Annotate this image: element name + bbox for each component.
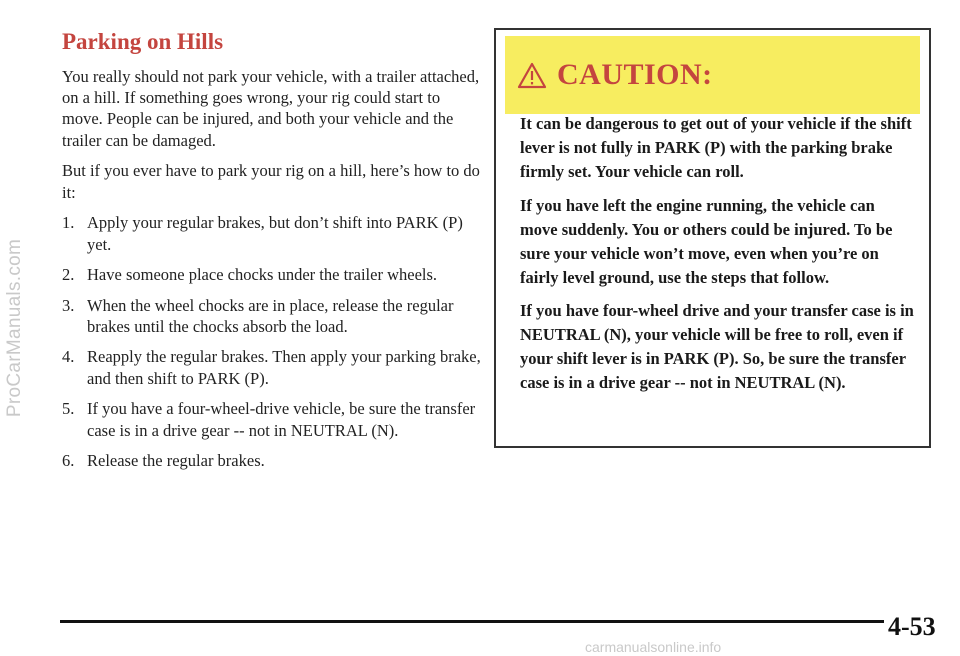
intro-paragraph: You really should not park your vehicle, with a trailer attached, on a hill. If something goes wrong, your rig could start to move. People can be injured, and both your vehicle and the trailer can be damaged. xyxy=(62,66,480,150)
bottom-watermark: carmanualsonline.info xyxy=(585,639,722,655)
caution-body xyxy=(520,112,916,405)
list-item xyxy=(62,346,482,389)
list-item xyxy=(62,295,482,338)
step-text: When the wheel chocks are in place, release the regular brakes until the chocks absorb the load. xyxy=(87,295,454,336)
caution-paragraph: If you have four-wheel drive and your transfer case is in NEUTRAL (N), your vehicle will be free to roll, even if your shift lever is in PARK (P). So, be sure the transfer case is in a drive gear -- not in NEUTRAL (N). xyxy=(520,301,914,393)
step-text: Apply your regular brakes, but don’t shift into PARK (P) yet. xyxy=(87,213,463,254)
caution-paragraph: It can be dangerous to get out of your vehicle if the shift lever is not fully in PARK (P) with the parking brake firmly set. Your vehicle can roll. xyxy=(520,114,912,181)
step-number: 3. xyxy=(62,295,75,315)
side-watermark xyxy=(2,0,28,656)
instructions-lead: But if you ever have to park your rig on a hill, here’s how to do it: xyxy=(62,161,480,202)
step-number: 6. xyxy=(62,451,75,471)
step-text: If you have a four-wheel-drive vehicle, be sure the transfer case is in a drive gear -- not in NEUTRAL (N). xyxy=(87,399,476,440)
list-item xyxy=(62,450,482,471)
caution-box xyxy=(494,28,931,448)
parking-on-hills-section xyxy=(62,28,482,481)
step-number: 1. xyxy=(62,213,75,233)
step-number: 2. xyxy=(62,265,75,285)
page-number: 4-53 xyxy=(884,612,936,642)
section-heading: Parking on Hills xyxy=(62,29,224,54)
list-item xyxy=(62,398,482,441)
step-text: Release the regular brakes. xyxy=(87,451,265,471)
footer-rule xyxy=(60,620,932,623)
caution-paragraph: If you have left the engine running, the vehicle can move suddenly. You or others could be injured. To be sure your vehicle won’t move, even when you’re on fairly level ground, use the steps that follow. xyxy=(520,195,893,287)
list-item xyxy=(62,212,482,255)
list-item xyxy=(62,264,482,285)
step-text: Reapply the regular brakes. Then apply your parking brake, and then shift to PARK (P). xyxy=(87,347,481,388)
caution-header xyxy=(505,36,920,114)
steps-list xyxy=(62,212,482,471)
side-watermark-text: ProCarManuals.com xyxy=(4,238,25,418)
step-number: 4. xyxy=(62,347,75,367)
caution-title: CAUTION: xyxy=(557,58,713,91)
step-number: 5. xyxy=(62,399,75,419)
step-text: Have someone place chocks under the trailer wheels. xyxy=(87,265,438,285)
warning-triangle-icon xyxy=(517,62,547,89)
